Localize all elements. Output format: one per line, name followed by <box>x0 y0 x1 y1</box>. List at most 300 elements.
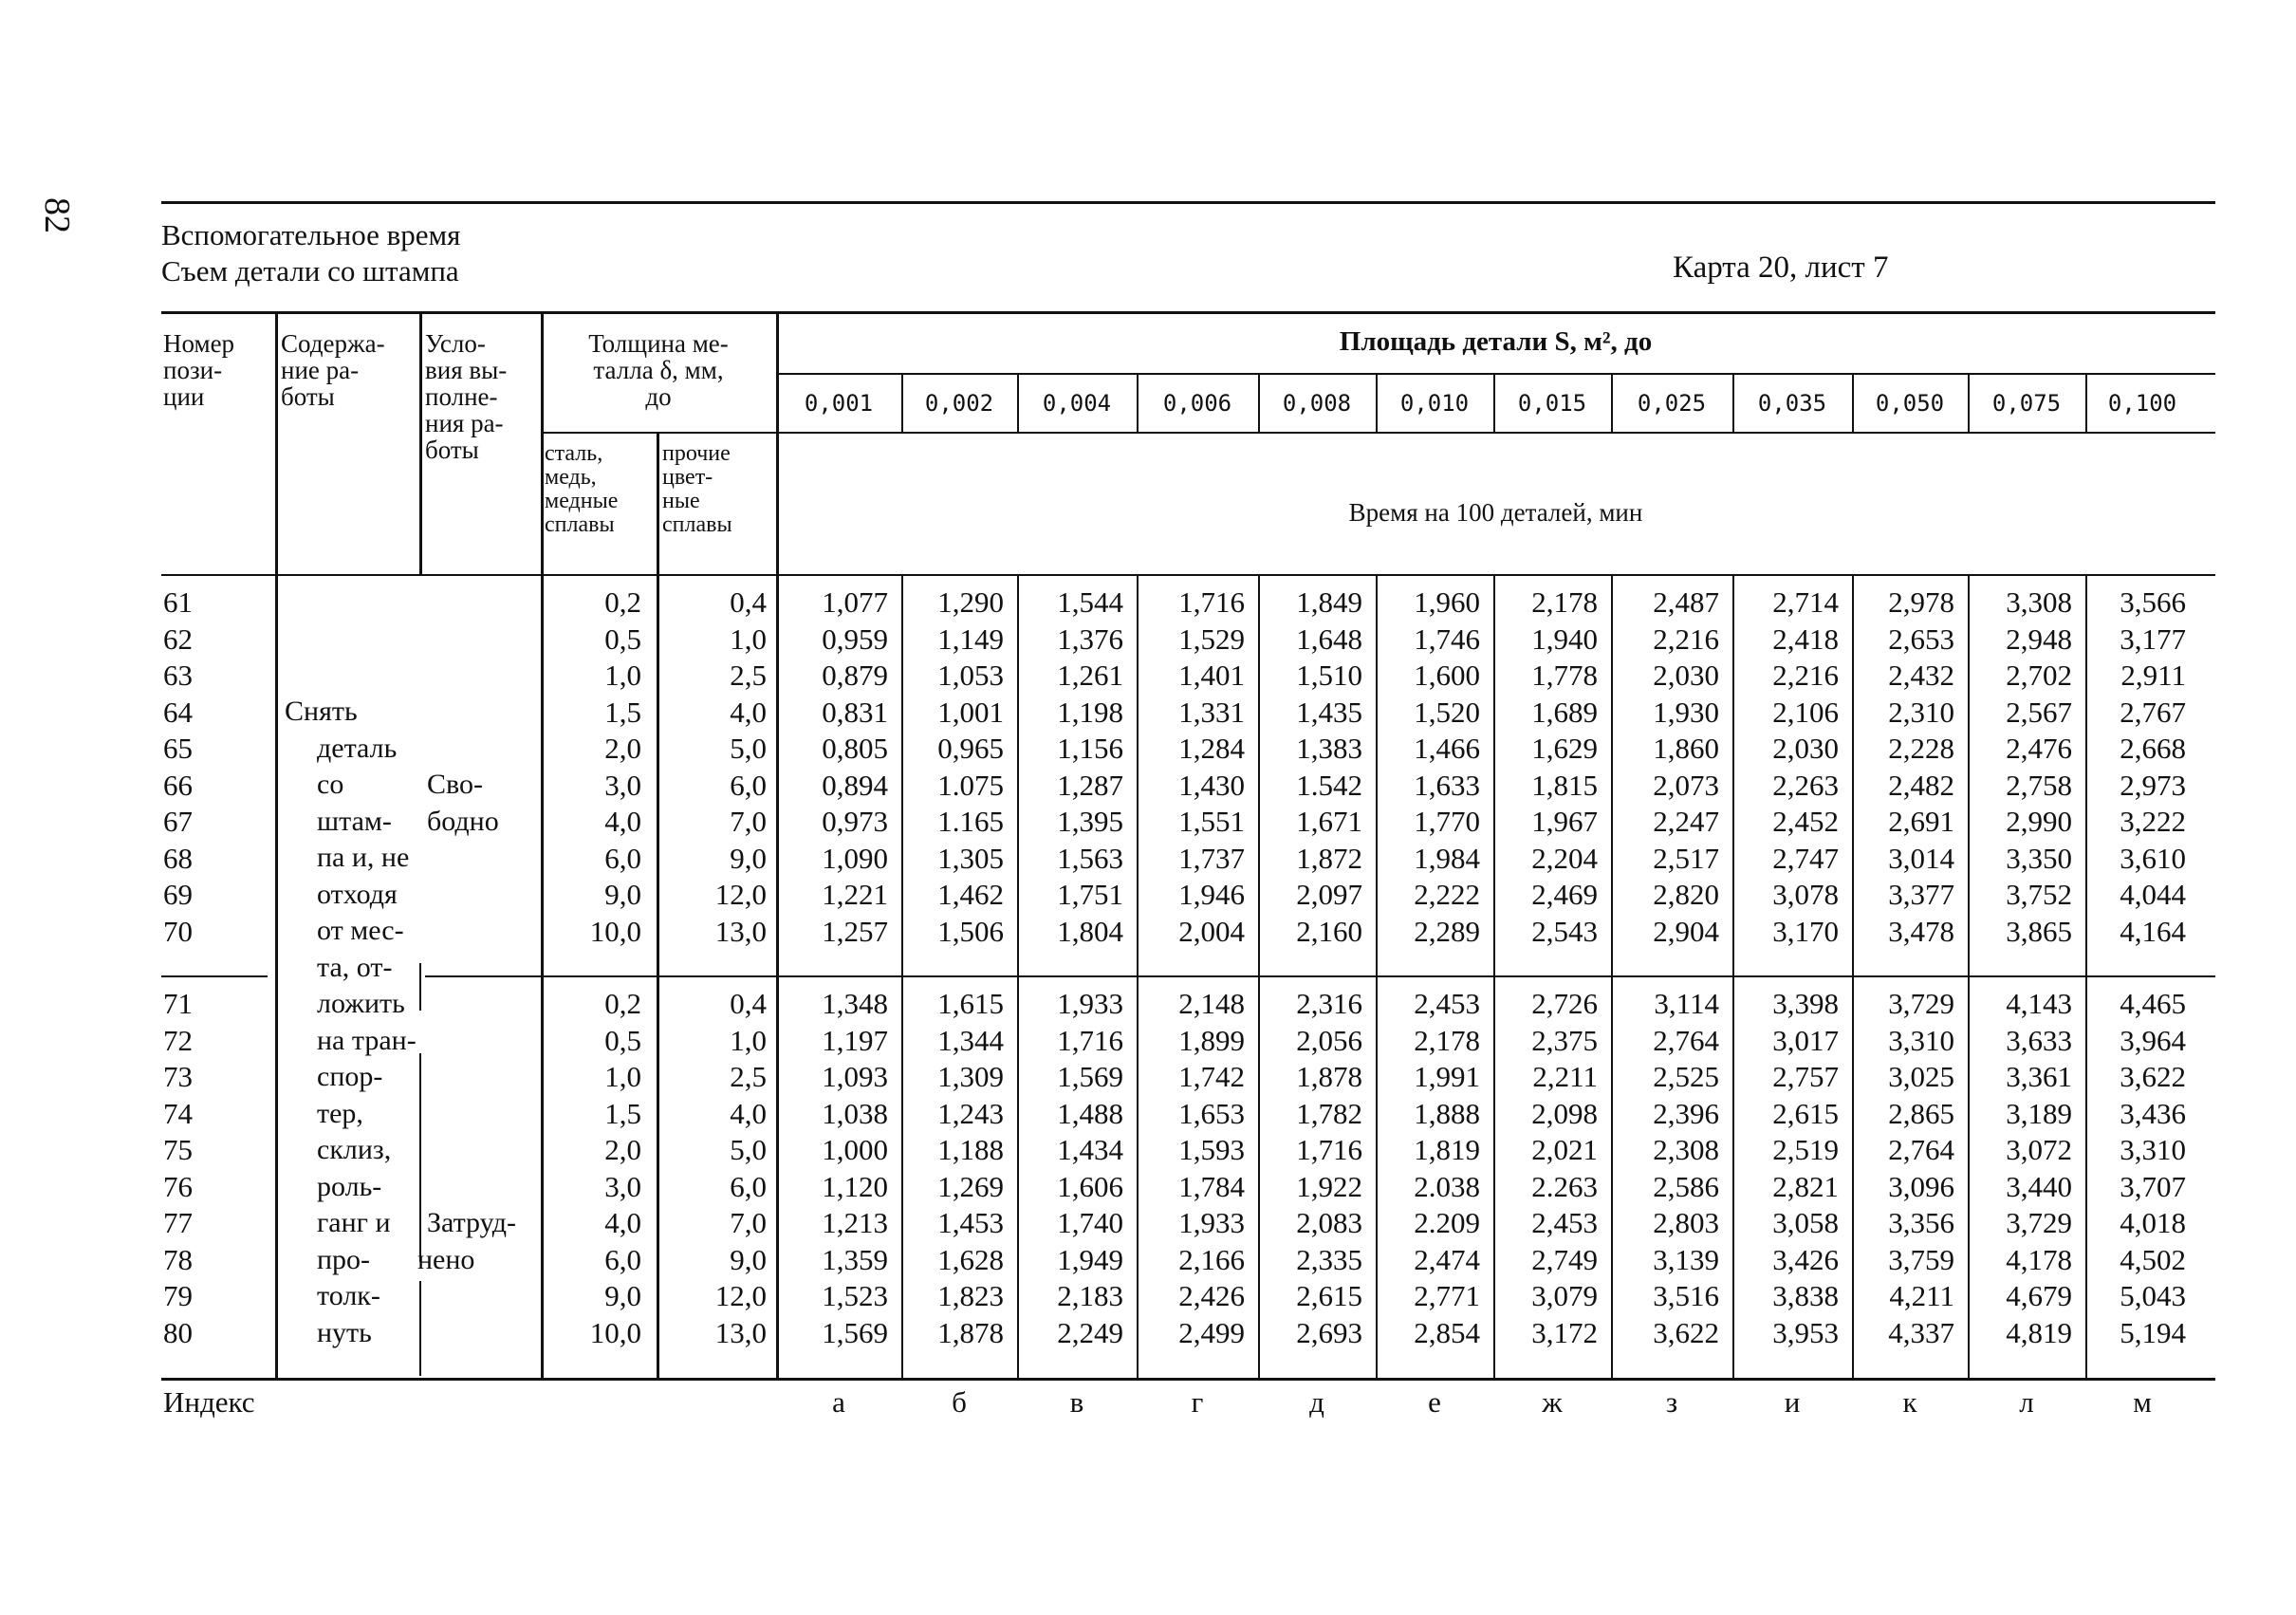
time-value: 1,257 <box>822 915 888 948</box>
row-number: 68 <box>163 842 193 875</box>
row-number: 70 <box>163 915 193 948</box>
time-value: 3,436 <box>2120 1097 2186 1130</box>
time-value: 4,178 <box>2006 1243 2072 1276</box>
time-value: 2,948 <box>2006 622 2072 656</box>
header-area-value: 0,004 <box>1042 390 1112 417</box>
content-text-line: штам- <box>317 806 392 837</box>
time-value: 3,356 <box>1888 1206 1954 1239</box>
thickness-other: 12,0 <box>714 878 767 911</box>
time-value: 2,375 <box>1531 1024 1598 1057</box>
time-value: 1,401 <box>1178 659 1245 692</box>
time-value: 3,426 <box>1772 1243 1839 1276</box>
time-value: 1,716 <box>1296 1133 1362 1166</box>
content-text-line: со <box>317 769 344 800</box>
time-value: 2,615 <box>1772 1097 1839 1130</box>
time-value: 3,865 <box>2006 915 2072 948</box>
time-value: 1,344 <box>937 1024 1004 1057</box>
time-value: 2,178 <box>1531 585 1598 619</box>
time-value: 2,726 <box>1531 987 1598 1020</box>
time-value: 4,502 <box>2120 1243 2186 1276</box>
time-value: 2,821 <box>1772 1170 1839 1203</box>
time-value: 1,001 <box>937 696 1004 729</box>
header-position: Номер пози- ции <box>163 329 235 411</box>
time-value: 1,331 <box>1178 696 1245 729</box>
thickness-steel: 9,0 <box>604 878 641 911</box>
thickness-steel: 3,0 <box>604 769 641 802</box>
time-value: 2,178 <box>1414 1024 1480 1057</box>
group-divider-left <box>161 975 268 977</box>
time-value: 1,053 <box>937 659 1004 692</box>
index-letter: з <box>1665 1385 1678 1419</box>
row-number: 73 <box>163 1060 193 1093</box>
thickness-steel: 10,0 <box>589 915 641 948</box>
time-value: 1,949 <box>1057 1243 1123 1276</box>
index-letter: а <box>832 1385 845 1419</box>
time-value: 3,172 <box>1531 1316 1598 1349</box>
time-value: 2,249 <box>1057 1316 1123 1349</box>
row-number: 78 <box>163 1243 193 1276</box>
column-rule-conditions <box>419 313 422 574</box>
time-value: 1,940 <box>1531 622 1598 656</box>
header-area-value: 0,002 <box>924 390 994 417</box>
time-value: 2,469 <box>1531 878 1598 911</box>
time-value: 0,879 <box>822 659 888 692</box>
time-value: 1,544 <box>1057 585 1123 619</box>
time-value: 4,044 <box>2120 878 2186 911</box>
time-value: 1,671 <box>1296 805 1362 838</box>
index-letter: м <box>2133 1385 2152 1419</box>
time-value: 2.038 <box>1414 1170 1480 1203</box>
time-value: 3,350 <box>2006 842 2072 875</box>
time-value: 1,120 <box>822 1170 888 1203</box>
row-number: 77 <box>163 1206 193 1239</box>
time-value: 3,177 <box>2120 622 2186 656</box>
group-divider-right <box>425 975 2215 977</box>
time-value: 1,213 <box>822 1206 888 1239</box>
time-value: 1,287 <box>1057 769 1123 802</box>
time-value: 2,615 <box>1296 1279 1362 1312</box>
time-value: 3,310 <box>2120 1133 2186 1166</box>
time-value: 2,820 <box>1653 878 1719 911</box>
time-value: 2,519 <box>1772 1133 1839 1166</box>
time-value: 1,606 <box>1057 1170 1123 1203</box>
thickness-steel: 4,0 <box>604 805 641 838</box>
time-value: 1,933 <box>1057 987 1123 1020</box>
thickness-other: 2,5 <box>730 1060 767 1093</box>
thickness-other: 5,0 <box>730 732 767 765</box>
time-value: 1,430 <box>1178 769 1245 802</box>
time-value: 1,077 <box>822 585 888 619</box>
time-value: 1,991 <box>1414 1060 1480 1093</box>
time-value: 1.165 <box>937 805 1004 838</box>
index-letter: в <box>1069 1385 1084 1419</box>
content-text-line: ганг и <box>317 1207 391 1238</box>
time-value: 1,090 <box>822 842 888 875</box>
content-text-line: па и, не <box>317 842 410 873</box>
thickness-other: 9,0 <box>730 1243 767 1276</box>
time-value: 3,170 <box>1772 915 1839 948</box>
time-value: 1.542 <box>1296 769 1362 802</box>
time-value: 2,335 <box>1296 1243 1362 1276</box>
time-value: 1,593 <box>1178 1133 1245 1166</box>
time-value: 1,689 <box>1531 696 1598 729</box>
time-value: 2,764 <box>1888 1133 1954 1166</box>
content-text-line: ложить <box>317 988 405 1019</box>
thickness-steel: 4,0 <box>604 1206 641 1239</box>
time-value: 1,815 <box>1531 769 1598 802</box>
table-top-rule <box>161 311 2215 314</box>
content-text-line: отходя <box>317 879 398 910</box>
index-letter: л <box>2019 1385 2034 1419</box>
time-value: 1,093 <box>822 1060 888 1093</box>
area-header-rule <box>776 373 2215 375</box>
time-value: 1,305 <box>937 842 1004 875</box>
content-text-line: от мес- <box>317 915 404 946</box>
thickness-other: 13,0 <box>714 1316 767 1349</box>
conditions-brace <box>419 1053 421 1262</box>
row-number: 80 <box>163 1316 193 1349</box>
thickness-other: 1,0 <box>730 1024 767 1057</box>
time-value: 2,426 <box>1178 1279 1245 1312</box>
header-other: прочие цвет- ные сплавы <box>662 441 732 537</box>
time-value: 2.209 <box>1414 1206 1480 1239</box>
time-value: 3,017 <box>1772 1024 1839 1057</box>
time-value: 3,014 <box>1888 842 1954 875</box>
time-value: 2,747 <box>1772 842 1839 875</box>
row-number: 76 <box>163 1170 193 1203</box>
thickness-steel: 0,5 <box>604 622 641 656</box>
time-value: 2,714 <box>1772 585 1839 619</box>
header-area-value: 0,050 <box>1875 390 1945 417</box>
time-value: 4,018 <box>2120 1206 2186 1239</box>
time-value: 1,899 <box>1178 1024 1245 1057</box>
time-value: 4,337 <box>1888 1316 1954 1349</box>
time-value: 2,758 <box>2006 769 2072 802</box>
time-value: 3,025 <box>1888 1060 1954 1093</box>
time-value: 1,284 <box>1178 732 1245 765</box>
time-value: 2,204 <box>1531 842 1598 875</box>
time-value: 2,476 <box>2006 732 2072 765</box>
index-letter: г <box>1191 1385 1204 1419</box>
time-value: 1,984 <box>1414 842 1480 875</box>
row-number: 62 <box>163 622 193 656</box>
time-value: 1,615 <box>937 987 1004 1020</box>
time-value: 3,222 <box>2120 805 2186 838</box>
page-title: Вспомогательное время <box>161 218 461 251</box>
time-value: 1,000 <box>822 1133 888 1166</box>
header-area-value: 0,015 <box>1517 390 1587 417</box>
thickness-steel: 1,5 <box>604 696 641 729</box>
time-value: 2,911 <box>2120 659 2186 692</box>
thickness-other: 0,4 <box>730 987 767 1020</box>
time-value: 2,098 <box>1531 1097 1598 1130</box>
column-rule-thickness <box>541 313 544 1378</box>
time-value: 2,289 <box>1414 915 1480 948</box>
time-value: 1,819 <box>1414 1133 1480 1166</box>
content-text-line: деталь <box>317 733 398 764</box>
thickness-other: 4,0 <box>730 696 767 729</box>
time-value: 2,316 <box>1296 987 1362 1020</box>
time-value: 4,211 <box>1889 1279 1954 1312</box>
time-value: 2,702 <box>2006 659 2072 692</box>
row-number: 72 <box>163 1024 193 1057</box>
time-value: 1,569 <box>1057 1060 1123 1093</box>
time-value: 1,746 <box>1414 622 1480 656</box>
time-value: 0,973 <box>822 805 888 838</box>
content-text-line: склиз, <box>317 1134 392 1165</box>
time-value: 1,383 <box>1296 732 1362 765</box>
time-value: 4,164 <box>2120 915 2186 948</box>
card-reference: Карта 20, лист 7 <box>1673 251 1889 285</box>
time-value: 1,628 <box>937 1243 1004 1276</box>
time-value: 1,648 <box>1296 622 1362 656</box>
content-text-line: про- <box>317 1244 371 1275</box>
time-value: 3,516 <box>1653 1279 1719 1312</box>
time-value: 3,096 <box>1888 1170 1954 1203</box>
conditions-hard: Затруд- <box>427 1207 517 1238</box>
time-value: 4,143 <box>2006 987 2072 1020</box>
time-value: 2,247 <box>1653 805 1719 838</box>
conditions-brace <box>419 1281 421 1376</box>
thickness-steel: 2,0 <box>604 1133 641 1166</box>
time-value: 1,038 <box>822 1097 888 1130</box>
header-area-value: 0,001 <box>804 390 874 417</box>
header-steel: сталь, медь, медные сплавы <box>545 441 619 537</box>
time-value: 1,784 <box>1178 1170 1245 1203</box>
header-time-title: Время на 100 деталей, мин <box>1348 498 1643 527</box>
time-value: 2,097 <box>1296 878 1362 911</box>
time-value: 2,166 <box>1178 1243 1245 1276</box>
time-value: 3,139 <box>1653 1243 1719 1276</box>
time-value: 1,878 <box>1296 1060 1362 1093</box>
header-area-value: 0,008 <box>1282 390 1352 417</box>
time-value: 3,759 <box>1888 1243 1954 1276</box>
time-value: 2,310 <box>1888 696 1954 729</box>
row-number: 64 <box>163 696 193 729</box>
time-value: 1,563 <box>1057 842 1123 875</box>
time-value: 2,021 <box>1531 1133 1598 1166</box>
content-text-line: нуть <box>317 1317 372 1348</box>
thickness-other: 0,4 <box>730 585 767 619</box>
time-value: 3,440 <box>2006 1170 2072 1203</box>
header-area-value: 0,025 <box>1637 390 1707 417</box>
time-value: 2.263 <box>1531 1170 1598 1203</box>
time-value: 2,973 <box>2120 769 2186 802</box>
header-area-value: 0,006 <box>1162 390 1232 417</box>
area-values-rule <box>776 432 2215 434</box>
time-value: 3,610 <box>2120 842 2186 875</box>
time-value: 1,156 <box>1057 732 1123 765</box>
time-value: 1,529 <box>1178 622 1245 656</box>
thickness-other: 5,0 <box>730 1133 767 1166</box>
time-value: 3,633 <box>2006 1024 2072 1057</box>
time-value: 2,767 <box>2120 696 2186 729</box>
time-value: 3,622 <box>1653 1316 1719 1349</box>
content-text-line: роль- <box>317 1171 382 1202</box>
content-text-line: тер, <box>317 1098 363 1129</box>
time-value: 2,308 <box>1653 1133 1719 1166</box>
time-value: 1,221 <box>822 878 888 911</box>
row-number: 71 <box>163 987 193 1020</box>
time-value: 2,586 <box>1653 1170 1719 1203</box>
time-value: 3,361 <box>2006 1060 2072 1093</box>
thickness-other: 13,0 <box>714 915 767 948</box>
time-value: 3,398 <box>1772 987 1839 1020</box>
row-number: 74 <box>163 1097 193 1130</box>
time-value: 2,978 <box>1888 585 1954 619</box>
time-value: 1,933 <box>1178 1206 1245 1239</box>
time-value: 3,707 <box>2120 1170 2186 1203</box>
time-value: 2,749 <box>1531 1243 1598 1276</box>
time-value: 2,482 <box>1888 769 1954 802</box>
time-value: 2,764 <box>1653 1024 1719 1057</box>
time-value: 3,308 <box>2006 585 2072 619</box>
content-text-line: Снять <box>285 696 358 727</box>
time-value: 2,854 <box>1414 1316 1480 1349</box>
thickness-steel: 1,5 <box>604 1097 641 1130</box>
time-value: 1,510 <box>1296 659 1362 692</box>
thickness-other: 1,0 <box>730 622 767 656</box>
time-value: 2,263 <box>1772 769 1839 802</box>
time-value: 1,523 <box>822 1279 888 1312</box>
time-value: 4,465 <box>2120 987 2186 1020</box>
time-value: 2,543 <box>1531 915 1598 948</box>
thickness-steel: 3,0 <box>604 1170 641 1203</box>
time-value: 1,823 <box>937 1279 1004 1312</box>
time-value: 1,653 <box>1178 1097 1245 1130</box>
time-value: 2,517 <box>1653 842 1719 875</box>
time-value: 2,453 <box>1531 1206 1598 1239</box>
time-value: 1,946 <box>1178 878 1245 911</box>
time-value: 2,004 <box>1178 915 1245 948</box>
time-value: 1,435 <box>1296 696 1362 729</box>
time-value: 1,740 <box>1057 1206 1123 1239</box>
header-conditions: Усло- вия вы- полне- ния ра- боты <box>425 329 508 464</box>
thickness-other: 4,0 <box>730 1097 767 1130</box>
time-value: 3,377 <box>1888 878 1954 911</box>
time-value: 1,860 <box>1653 732 1719 765</box>
top-rule <box>161 201 2215 204</box>
thickness-other: 6,0 <box>730 769 767 802</box>
time-value: 2,487 <box>1653 585 1719 619</box>
time-value: 1,290 <box>937 585 1004 619</box>
time-value: 5,194 <box>2120 1316 2186 1349</box>
time-value: 1,770 <box>1414 805 1480 838</box>
header-area-value: 0,100 <box>2107 390 2177 417</box>
time-value: 1.075 <box>937 769 1004 802</box>
time-value: 2,160 <box>1296 915 1362 948</box>
time-value: 3,838 <box>1772 1279 1839 1312</box>
time-value: 1,888 <box>1414 1097 1480 1130</box>
index-letter: ж <box>1542 1385 1563 1419</box>
time-value: 2,222 <box>1414 878 1480 911</box>
time-value: 1,434 <box>1057 1133 1123 1166</box>
row-number: 75 <box>163 1133 193 1166</box>
time-value: 2,803 <box>1653 1206 1719 1239</box>
thickness-other: 7,0 <box>730 1206 767 1239</box>
time-value: 1,804 <box>1057 915 1123 948</box>
time-value: 2,073 <box>1653 769 1719 802</box>
time-value: 4,679 <box>2006 1279 2072 1312</box>
time-value: 3,079 <box>1531 1279 1598 1312</box>
time-value: 1,551 <box>1178 805 1245 838</box>
thickness-steel: 9,0 <box>604 1279 641 1312</box>
time-value: 0,965 <box>937 732 1004 765</box>
thickness-steel: 10,0 <box>589 1316 641 1349</box>
time-value: 1,243 <box>937 1097 1004 1130</box>
time-value: 2,083 <box>1296 1206 1362 1239</box>
time-value: 2,183 <box>1057 1279 1123 1312</box>
index-letter: к <box>1902 1385 1917 1419</box>
time-value: 1,782 <box>1296 1097 1362 1130</box>
time-value: 2,990 <box>2006 805 2072 838</box>
header-area-value: 0,010 <box>1399 390 1470 417</box>
time-value: 0,894 <box>822 769 888 802</box>
time-value: 0,831 <box>822 696 888 729</box>
content-text-line: на тран- <box>317 1025 417 1056</box>
time-value: 1,462 <box>937 878 1004 911</box>
time-value: 2,211 <box>1532 1060 1598 1093</box>
time-value: 2,474 <box>1414 1243 1480 1276</box>
time-value: 1,967 <box>1531 805 1598 838</box>
time-value: 1,872 <box>1296 842 1362 875</box>
row-number: 66 <box>163 769 193 802</box>
conditions-free: Сво- <box>427 769 483 800</box>
time-value: 1,506 <box>937 915 1004 948</box>
time-value: 2,106 <box>1772 696 1839 729</box>
time-value: 1,878 <box>937 1316 1004 1349</box>
time-value: 1,376 <box>1057 622 1123 656</box>
time-value: 2,228 <box>1888 732 1954 765</box>
time-value: 3,729 <box>2006 1206 2072 1239</box>
thickness-other: 12,0 <box>714 1279 767 1312</box>
time-value: 1,269 <box>937 1170 1004 1203</box>
time-value: 2,056 <box>1296 1024 1362 1057</box>
conditions-hard: нено <box>417 1244 475 1275</box>
time-value: 2,453 <box>1414 987 1480 1020</box>
time-value: 3,078 <box>1772 878 1839 911</box>
time-value: 1,197 <box>822 1024 888 1057</box>
time-value: 1,600 <box>1414 659 1480 692</box>
time-value: 2,030 <box>1653 659 1719 692</box>
time-value: 1,778 <box>1531 659 1598 692</box>
time-value: 1,488 <box>1057 1097 1123 1130</box>
time-value: 3,622 <box>2120 1060 2186 1093</box>
thickness-steel: 0,2 <box>604 585 641 619</box>
header-area-title: Площадь детали S, м², до <box>1339 326 1653 357</box>
header-content: Содержа- ние ра- боты <box>281 329 385 411</box>
time-value: 2,148 <box>1178 987 1245 1020</box>
content-text-line: толк- <box>317 1280 380 1311</box>
time-value: 1,742 <box>1178 1060 1245 1093</box>
time-value: 1,716 <box>1178 585 1245 619</box>
thickness-steel: 0,2 <box>604 987 641 1020</box>
time-value: 4,819 <box>2006 1316 2072 1349</box>
time-value: 2,653 <box>1888 622 1954 656</box>
time-value: 3,953 <box>1772 1316 1839 1349</box>
time-value: 1,395 <box>1057 805 1123 838</box>
time-value: 2,691 <box>1888 805 1954 838</box>
header-thickness: Толщина ме- талла δ, мм, до <box>588 329 729 411</box>
thickness-steel: 1,0 <box>604 659 641 692</box>
time-value: 2,216 <box>1653 622 1719 656</box>
time-value: 2,693 <box>1296 1316 1362 1349</box>
thickness-other: 7,0 <box>730 805 767 838</box>
index-letter: б <box>952 1385 967 1419</box>
time-value: 5,043 <box>2120 1279 2186 1312</box>
time-value: 3,189 <box>2006 1097 2072 1130</box>
time-value: 1,453 <box>937 1206 1004 1239</box>
